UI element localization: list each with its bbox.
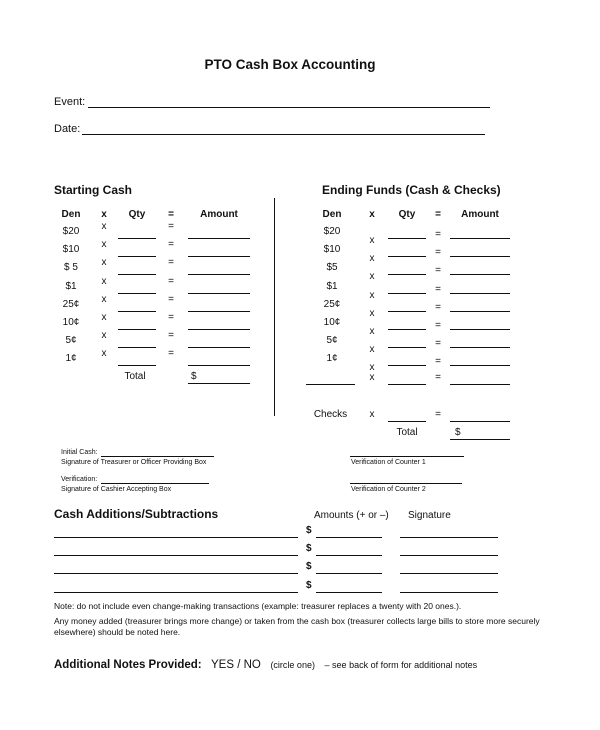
denomination: $20: [323, 226, 341, 237]
extra-den-field[interactable]: [306, 384, 355, 385]
qty-field[interactable]: [118, 311, 156, 312]
counter1-signature-line[interactable]: [350, 456, 464, 457]
description-field[interactable]: [54, 537, 298, 538]
multiply-sign: x: [101, 312, 107, 323]
denomination: 1¢: [65, 353, 77, 364]
qty-field[interactable]: [118, 329, 156, 330]
multiply-sign: x: [101, 348, 107, 359]
checks-amount-field[interactable]: [450, 421, 510, 422]
date-label: Date:: [54, 123, 81, 135]
multiply-sign: x: [101, 221, 107, 232]
equals-sign: =: [435, 247, 441, 258]
amount-field[interactable]: [188, 293, 250, 294]
verification-signature-line[interactable]: [101, 483, 209, 484]
extra-amount-field[interactable]: [450, 384, 510, 385]
equals-sign: =: [168, 221, 174, 232]
yes-no-options[interactable]: YES / NO: [210, 659, 261, 671]
amount-field[interactable]: [450, 311, 510, 312]
equals-sign: =: [168, 330, 174, 341]
equals-sign: =: [168, 312, 174, 323]
denomination: $1: [65, 281, 77, 292]
equals-sign: =: [168, 276, 174, 287]
amount-field[interactable]: [316, 537, 382, 538]
denomination: $10: [323, 244, 341, 255]
qty-field[interactable]: [118, 274, 156, 275]
currency-sign: $: [306, 580, 312, 591]
signature-header: Signature: [408, 510, 451, 521]
qty-field[interactable]: [388, 329, 426, 330]
amount-field[interactable]: [450, 329, 510, 330]
note-money-line1: Any money added (treasurer brings more change) or taken from the cash box (treasurer collects large bills to store more securely: [54, 616, 540, 626]
checks-x: x: [369, 409, 375, 420]
event-field[interactable]: [88, 107, 490, 108]
amount-field[interactable]: [316, 573, 382, 574]
description-field[interactable]: [54, 573, 298, 574]
qty-field[interactable]: [118, 256, 156, 257]
multiply-sign: x: [101, 276, 107, 287]
starting-total-field[interactable]: [188, 383, 250, 384]
denomination: 25¢: [62, 299, 80, 310]
starting-total-currency: $: [191, 371, 197, 382]
qty-field[interactable]: [388, 256, 426, 257]
amount-field[interactable]: [450, 238, 510, 239]
checks-qty-field[interactable]: [388, 421, 426, 422]
circle-one-text: (circle one): [270, 660, 315, 670]
extra-eq: =: [435, 372, 441, 383]
starting-cash-title: Starting Cash: [54, 183, 133, 197]
amount-field[interactable]: [450, 347, 510, 348]
multiply-sign: x: [369, 308, 375, 319]
amount-field[interactable]: [188, 365, 250, 366]
ending-total-currency: $: [455, 427, 461, 438]
denomination: 10¢: [323, 317, 341, 328]
treasurer-signature-caption: Signature of Treasurer or Officer Providing Box: [61, 459, 207, 466]
initial-cash-signature-line[interactable]: [101, 456, 214, 457]
amount-field[interactable]: [188, 238, 250, 239]
multiply-sign: x: [369, 290, 375, 301]
col-eq: =: [168, 209, 174, 220]
qty-field[interactable]: [388, 238, 426, 239]
denomination: $1: [326, 281, 338, 292]
denomination: $5: [326, 262, 338, 273]
page-title: PTO Cash Box Accounting: [204, 57, 376, 72]
amount-field[interactable]: [188, 256, 250, 257]
col-amount: Amount: [461, 209, 499, 220]
qty-field[interactable]: [118, 347, 156, 348]
checks-label: Checks: [313, 409, 348, 420]
col-den: Den: [61, 209, 81, 220]
ending-total-field[interactable]: [450, 439, 510, 440]
qty-field[interactable]: [118, 293, 156, 294]
ending-total-label: Total: [396, 427, 418, 438]
multiply-sign: x: [101, 294, 107, 305]
multiply-sign: x: [369, 253, 375, 264]
signature-field[interactable]: [400, 573, 498, 574]
amount-field[interactable]: [316, 592, 382, 593]
equals-sign: =: [435, 229, 441, 240]
multiply-sign: x: [369, 362, 375, 373]
equals-sign: =: [168, 257, 174, 268]
col-x: x: [369, 209, 375, 220]
signature-field[interactable]: [400, 592, 498, 593]
amount-field[interactable]: [188, 347, 250, 348]
equals-sign: =: [435, 265, 441, 276]
qty-field[interactable]: [388, 293, 426, 294]
initial-cash-label: Initial Cash:: [61, 449, 98, 456]
denomination: $20: [62, 226, 80, 237]
amount-field[interactable]: [450, 256, 510, 257]
qty-field[interactable]: [118, 238, 156, 239]
equals-sign: =: [435, 284, 441, 295]
currency-sign: $: [306, 561, 312, 572]
see-back-text: – see back of form for additional notes: [324, 660, 478, 670]
col-eq: =: [435, 209, 441, 220]
note-transactions: Note: do not include even change-making transactions (example: treasurer replaces a twenty with 20 ones.).: [54, 601, 462, 611]
signature-field[interactable]: [400, 555, 498, 556]
event-label: Event:: [54, 96, 86, 108]
cashier-signature-caption: Signature of Cashier Accepting Box: [61, 486, 172, 493]
denomination: 5¢: [326, 335, 338, 346]
multiply-sign: x: [369, 271, 375, 282]
col-x: x: [101, 209, 107, 220]
denomination: 10¢: [62, 317, 80, 328]
description-field[interactable]: [54, 592, 298, 593]
equals-sign: =: [168, 348, 174, 359]
multiply-sign: x: [369, 344, 375, 355]
col-amount: Amount: [200, 209, 238, 220]
denomination: 1¢: [326, 353, 338, 364]
additions-title: Cash Additions/Subtractions: [54, 507, 219, 521]
amount-field[interactable]: [450, 293, 510, 294]
qty-field[interactable]: [388, 311, 426, 312]
additional-notes-row: [54, 659, 477, 671]
amount-field[interactable]: [316, 555, 382, 556]
equals-sign: =: [435, 356, 441, 367]
multiply-sign: x: [369, 235, 375, 246]
extra-x: x: [369, 372, 375, 383]
section-divider: [274, 198, 275, 416]
description-field[interactable]: [54, 555, 298, 556]
amounts-header: Amounts (+ or –): [314, 510, 389, 521]
date-field[interactable]: [82, 134, 485, 135]
multiply-sign: x: [101, 239, 107, 250]
amount-field[interactable]: [450, 274, 510, 275]
equals-sign: =: [435, 320, 441, 331]
qty-field[interactable]: [388, 365, 426, 366]
multiply-sign: x: [101, 257, 107, 268]
qty-field[interactable]: [388, 274, 426, 275]
qty-field[interactable]: [118, 365, 156, 366]
equals-sign: =: [168, 294, 174, 305]
counter1-caption: Verification of Counter 1: [351, 459, 426, 466]
multiply-sign: x: [369, 326, 375, 337]
equals-sign: =: [168, 239, 174, 250]
col-den: Den: [322, 209, 342, 220]
amount-field[interactable]: [188, 274, 250, 275]
additional-notes-label: Additional Notes Provided:: [54, 659, 202, 671]
denomination: 25¢: [323, 299, 341, 310]
denomination: 5¢: [65, 335, 77, 346]
amount-field[interactable]: [188, 329, 250, 330]
equals-sign: =: [435, 302, 441, 313]
checks-eq: =: [435, 409, 441, 420]
amount-field[interactable]: [188, 311, 250, 312]
denomination: $10: [62, 244, 80, 255]
signature-field[interactable]: [400, 537, 498, 538]
col-qty: Qty: [398, 209, 416, 220]
multiply-sign: x: [101, 330, 107, 341]
counter2-signature-line[interactable]: [350, 483, 462, 484]
equals-sign: =: [435, 338, 441, 349]
ending-funds-title: Ending Funds (Cash & Checks): [322, 183, 501, 197]
extra-qty-field[interactable]: [388, 384, 426, 385]
denomination: $ 5: [64, 262, 78, 273]
starting-total-label: Total: [124, 371, 146, 382]
note-money-line2: elsewhere) should be noted here.: [54, 627, 181, 637]
counter2-caption: Verification of Counter 2: [351, 486, 426, 493]
currency-sign: $: [306, 543, 312, 554]
amount-field[interactable]: [450, 365, 510, 366]
col-qty: Qty: [128, 209, 146, 220]
qty-field[interactable]: [388, 347, 426, 348]
verification-label: Verification:: [61, 476, 98, 483]
currency-sign: $: [306, 525, 312, 536]
